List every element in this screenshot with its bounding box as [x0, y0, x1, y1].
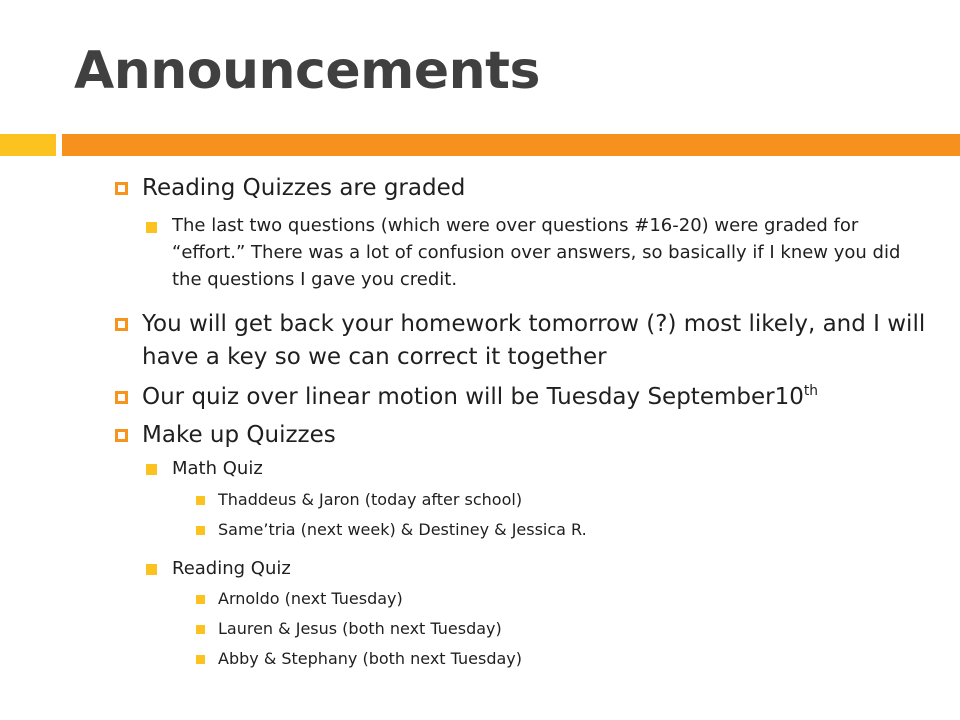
bullet-icon: [196, 496, 205, 505]
bullet-reading-quizzes: Reading Quizzes are graded: [142, 175, 466, 201]
bullet-icon: [146, 564, 157, 575]
bullet-reading-makeup-3: Abby & Stephany (both next Tuesday): [218, 649, 522, 668]
bullet-icon: [115, 318, 128, 331]
bullet-icon: [196, 655, 205, 664]
accent-bar-left: [0, 134, 56, 156]
bullet-effort-note: The last two questions (which were over questions #16-20) were graded for “effort.” There was a lot of confusion over answers, so basically if I knew you did the questions I gave you credit.: [172, 215, 901, 290]
bullet-icon: [146, 464, 157, 475]
bullet-reading-makeup-2: Lauren & Jesus (both next Tuesday): [218, 619, 502, 638]
bullet-icon: [146, 222, 157, 233]
quiz-date-text: Our quiz over linear motion will be Tuesday September10: [142, 384, 804, 410]
bullet-reading-quiz: Reading Quiz: [172, 558, 291, 579]
bullet-reading-makeup-1: Arnoldo (next Tuesday): [218, 589, 403, 608]
bullet-make-up-quizzes: Make up Quizzes: [142, 422, 336, 448]
bullet-icon: [115, 182, 128, 195]
bullet-icon: [115, 429, 128, 442]
slide-title: Announcements: [74, 41, 540, 101]
bullet-icon: [196, 595, 205, 604]
bullet-math-quiz: Math Quiz: [172, 458, 263, 479]
bullet-homework: You will get back your homework tomorrow (?) most likely, and I will have a key so we can correct it together: [142, 311, 926, 370]
accent-bar-right: [62, 134, 960, 156]
date-ordinal-suffix: th: [803, 383, 819, 400]
bullet-icon: [196, 625, 205, 634]
bullet-icon: [115, 391, 128, 404]
bullet-linear-motion-quiz: [142, 381, 932, 414]
bullet-math-makeup-2: Same’tria (next week) & Destiney & Jessica R.: [218, 520, 587, 539]
bullet-icon: [196, 526, 205, 535]
bullet-math-makeup-1: Thaddeus & Jaron (today after school): [218, 490, 523, 509]
